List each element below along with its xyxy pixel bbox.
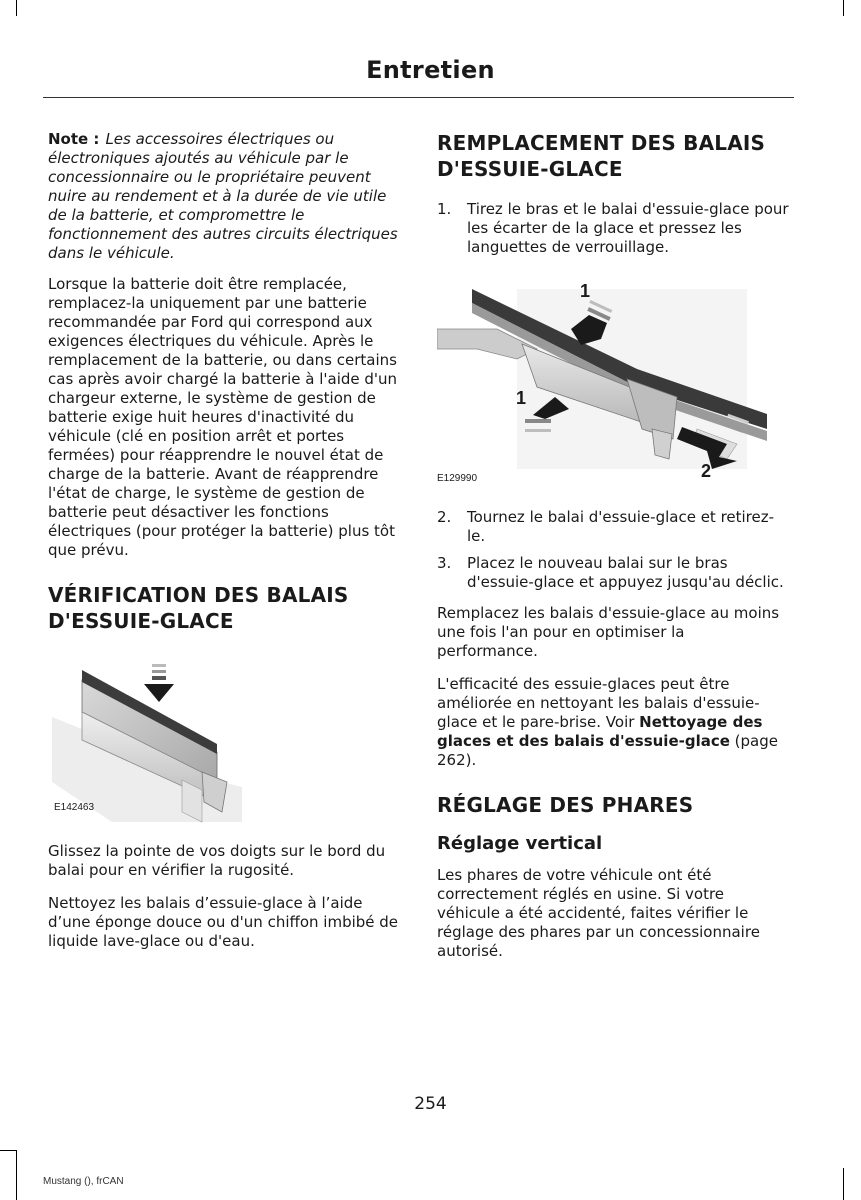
right-column	[437, 130, 789, 975]
step-number: 1.	[437, 200, 452, 218]
left-column	[48, 130, 400, 965]
heading-wiper-replace: REMPLACEMENT DES BALAIS D'ESSUIE-GLACE	[437, 131, 766, 181]
step-number: 3.	[437, 554, 452, 572]
replace-paragraph: Remplacez les balais d'essuie-glace au moins une fois l'an pour en optimiser la performance.	[437, 604, 780, 660]
crop-mark-top-left	[16, 0, 17, 16]
page-title: Entretien	[366, 56, 495, 84]
wiper-replace-figure	[437, 269, 777, 494]
page-number: 254	[414, 1094, 447, 1114]
heading-headlamp-aiming: RÉGLAGE DES PHARES	[437, 793, 694, 817]
replace-steps-list-top	[437, 200, 789, 257]
list-item	[437, 508, 789, 546]
figure-code: E129990	[437, 473, 478, 484]
footer-doc-id: Mustang (), frCAN	[43, 1176, 124, 1187]
crop-mark-bottom-left-h	[0, 1150, 16, 1151]
subheading-vertical-aiming: Réglage vertical	[437, 833, 603, 854]
battery-paragraph: Lorsque la batterie doit être remplacée, remplacez-la uniquement par une batterie recommandée par Ford qui correspond aux exigences électriques du véhicule. Après le remplacement de la batterie, ou dans certains cas après avoir chargé la batterie à l'aide d'un chargeur externe, le système de gestion de batterie exige huit heures d'inactivité du véhicule (clé en position arrêt et portes fermées) pour réapprendre le nouvel état de charge de la batterie. Avant de réapprendre l'état de charge, le système de gestion de batterie peut désactiver les fonctions électriques (pour protéger la batterie) plus tôt que prévu.	[48, 275, 398, 559]
step-number: 2.	[437, 508, 452, 526]
header-divider	[43, 97, 794, 98]
list-item	[437, 200, 789, 257]
check-paragraph-2: Nettoyez les balais d’essuie-glace à l’aide d’une éponge douce ou d'un chiffon imbibé de liquide lave-glace ou d'eau.	[48, 894, 399, 950]
crop-mark-top-right	[843, 0, 844, 16]
headlamps-paragraph: Les phares de votre véhicule ont été correctement réglés en usine. Si votre véhicule a été accidenté, faites vérifier le réglage des phares par un concessionnaire autorisé.	[437, 866, 760, 960]
step-text: Tournez le balai d'essuie-glace et retirez-le.	[467, 508, 775, 545]
wiper-arm-release-illustration	[437, 269, 777, 494]
check-paragraph-1: Glissez la pointe de vos doigts sur le bord du balai pour en vérifier la rugosité.	[48, 842, 386, 879]
figure-code: E142463	[54, 802, 95, 813]
page-reference: (page 262).	[437, 732, 778, 769]
step-text: Tirez le bras et le balai d'essuie-glace pour les écarter de la glace et pressez les languettes de verrouillage.	[467, 200, 789, 256]
note-paragraph	[48, 130, 400, 263]
callout-1-left: 1	[516, 388, 527, 408]
crop-mark-bottom-right	[843, 1168, 844, 1200]
cross-reference-link[interactable]: Nettoyage des glaces et des balais d'essuie-glace	[437, 713, 763, 750]
heading-wiper-check: VÉRIFICATION DES BALAIS D'ESSUIE-GLACE	[48, 583, 349, 633]
callout-2: 2	[701, 461, 712, 481]
step-text: Placez le nouveau balai sur le bras d'essuie-glace et appuyez jusqu'au déclic.	[467, 554, 784, 591]
replace-steps-list-bottom	[437, 508, 789, 592]
list-item	[437, 554, 789, 592]
crop-mark-bottom-left	[16, 1150, 17, 1200]
note-text: Les accessoires électriques ou électroniques ajoutés au véhicule par le concessionnaire ou le propriétaire peuvent nuire au rendement et à la durée de vie utile de la batterie, et compromettre le fonctionnement des autres circuits électriques dans le véhicule.	[48, 130, 398, 262]
wiper-blade-edge-illustration	[52, 662, 252, 824]
wiper-check-figure	[52, 662, 252, 824]
note-label: Note :	[48, 130, 100, 148]
efficiency-text: L'efficacité des essuie-glaces peut être améliorée en nettoyant les balais d'essuie-glace et le pare-brise. Voir	[437, 675, 760, 731]
callout-1-top: 1	[580, 281, 591, 301]
efficiency-paragraph	[437, 675, 789, 770]
